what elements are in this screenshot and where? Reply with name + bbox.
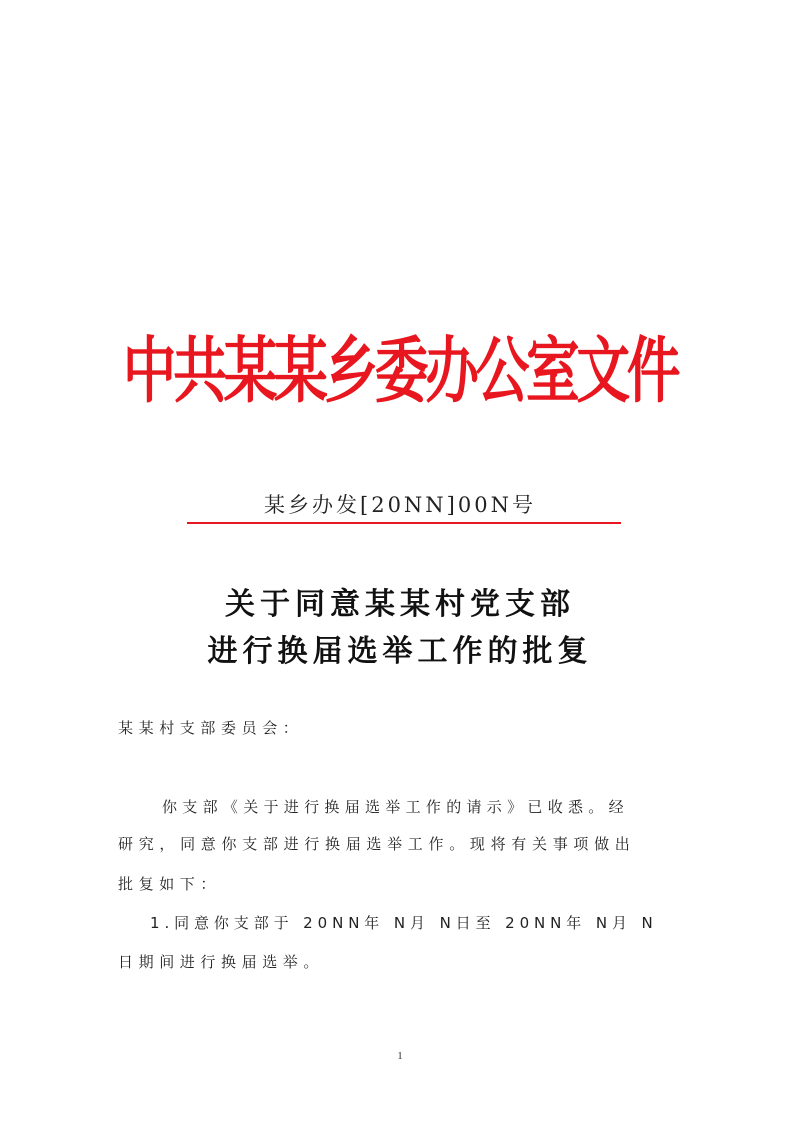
masthead-title: 中共某某乡委办公室文件 [122, 329, 678, 414]
item-1-line-1: 1.同意你支部于 20NN年 N月 N日至 20NN年 N月 N [150, 914, 658, 932]
salutation: 某某村支部委员会： [118, 719, 304, 737]
paragraph-1-line-1: 你支部《关于进行换届选举工作的请示》已收悉。经 [162, 798, 629, 816]
document-title-line-2: 进行换届选举工作的批复 [207, 634, 593, 669]
red-separator-line [187, 522, 621, 524]
paragraph-1-line-2: 研究，同意你支部进行换届选举工作。现将有关事项做出 [118, 835, 636, 853]
paragraph-1-line-3: 批复如下： [118, 875, 222, 893]
document-title-line-1: 关于同意某某村党支部 [225, 587, 575, 622]
item-1-line-2: 日期间进行换届选举。 [118, 953, 325, 971]
document-number: 某乡办发[20NN]00N号 [264, 493, 536, 517]
page-number: 1 [397, 1050, 403, 1062]
